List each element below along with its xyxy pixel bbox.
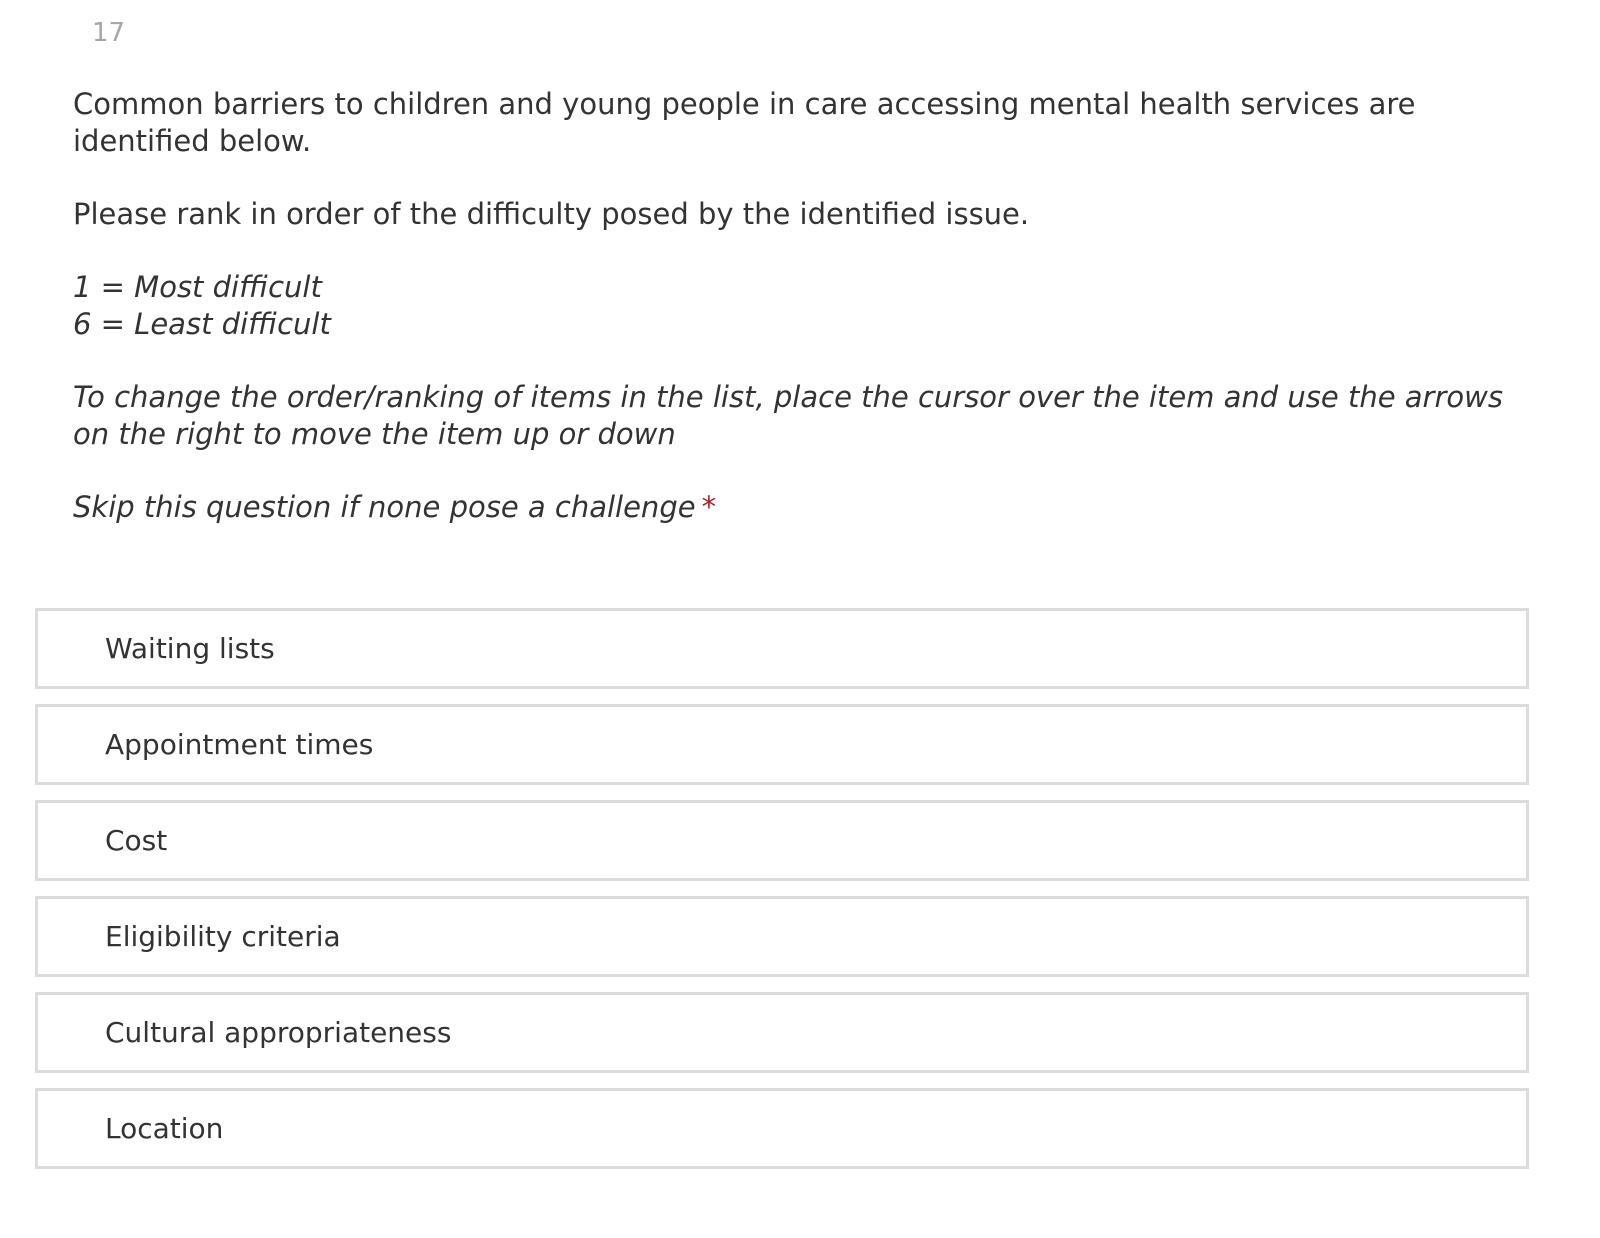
rank-item-label: Cultural appropriateness — [105, 1016, 452, 1049]
question-intro: Common barriers to children and young people in care accessing mental health services are identified below. — [73, 87, 1416, 158]
rank-item-appointment-times[interactable] — [35, 704, 1529, 785]
ranking-scale — [73, 269, 1533, 343]
rank-item-label: Location — [105, 1112, 224, 1145]
question-instruction: Please rank in order of the difficulty posed by the identified issue. — [73, 197, 1030, 231]
required-marker: * — [701, 490, 717, 524]
skip-note-text: Skip this question if none pose a challenge — [73, 490, 696, 524]
question-text — [73, 86, 1533, 526]
rank-item-location[interactable] — [35, 1088, 1529, 1169]
rank-item-eligibility-criteria[interactable] — [35, 896, 1529, 977]
ranking-list — [35, 608, 1529, 1169]
rank-item-label: Eligibility criteria — [105, 920, 341, 953]
scale-least-difficult: 6 = Least difficult — [73, 307, 331, 341]
scale-most-difficult: 1 = Most difficult — [73, 270, 322, 304]
rank-item-waiting-lists[interactable] — [35, 608, 1529, 689]
skip-note — [73, 489, 1533, 526]
rank-item-cost[interactable] — [35, 800, 1529, 881]
ranking-help-text: To change the order/ranking of items in the list, place the cursor over the item and use the arrows on the right to move the item up or down — [73, 380, 1503, 451]
rank-item-label: Appointment times — [105, 728, 374, 761]
rank-item-cultural-appropriateness[interactable] — [35, 992, 1529, 1073]
question-number: 17 — [92, 18, 126, 48]
rank-item-label: Waiting lists — [105, 632, 275, 665]
rank-item-label: Cost — [105, 824, 168, 857]
